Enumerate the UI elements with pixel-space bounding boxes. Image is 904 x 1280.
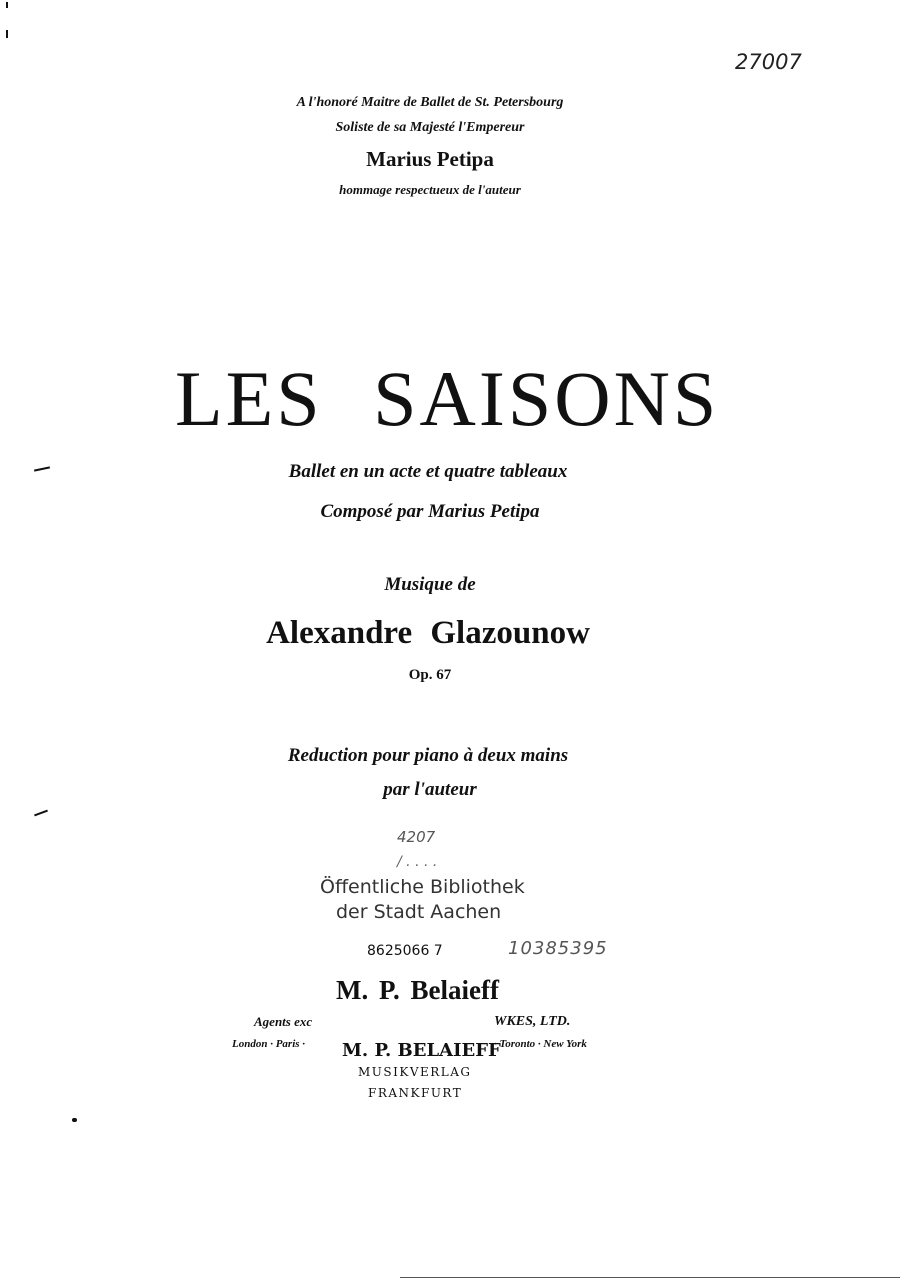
publisher-label-line-3: FRANKFURT — [368, 1086, 463, 1100]
scan-mark — [400, 1277, 900, 1278]
publisher-label-name: M. P. BELAIEFF — [342, 1040, 501, 1061]
publisher-name: M. P. Belaieff — [336, 975, 499, 1005]
publisher-label-line-2: MUSIKVERLAG — [358, 1065, 472, 1079]
scan-mark — [6, 30, 8, 38]
dedication-line-1: A l'honoré Maitre de Ballet de St. Petersbourg — [296, 95, 564, 110]
cities-left: London · Paris · — [232, 1038, 306, 1050]
agents-right: WKES, LTD. — [494, 1014, 571, 1029]
opus-number: Op. 67 — [408, 667, 452, 683]
handwritten-number: 27007 — [735, 50, 802, 74]
agents-left: Agents exc — [254, 1014, 313, 1029]
library-stamp-line-1: Öffentliche Bibliothek — [320, 876, 525, 898]
page-title: LES SAISONS — [175, 355, 720, 442]
catalog-number: 8625066 7 — [367, 943, 443, 959]
cities-right: · Toronto · New York — [494, 1038, 587, 1050]
inventory-number: 10385395 — [508, 938, 608, 959]
library-stamp-line-2: der Stadt Aachen — [336, 901, 502, 923]
subtitle-2: Composé par Marius Petipa — [320, 501, 540, 522]
scan-mark — [34, 810, 48, 817]
scan-mark — [6, 2, 8, 8]
subtitle-1: Ballet en un acte et quatre tableaux — [288, 461, 568, 482]
dedication-line-2: Soliste de sa Majesté l'Empereur — [335, 120, 525, 135]
composer-name: Alexandre Glazounow — [266, 615, 590, 651]
handwritten-scribble: 4207 — [397, 828, 436, 846]
music-by: Musique de — [384, 574, 476, 595]
handwritten-scribble: / . . . . — [397, 854, 438, 870]
dedication-name: Marius Petipa — [366, 147, 494, 171]
dedication-line-3: hommage respectueux de l'auteur — [339, 182, 521, 197]
reduction-line-2: par l'auteur — [383, 779, 477, 800]
scan-mark — [72, 1118, 77, 1122]
reduction-line-1: Reduction pour piano à deux mains — [287, 745, 569, 766]
